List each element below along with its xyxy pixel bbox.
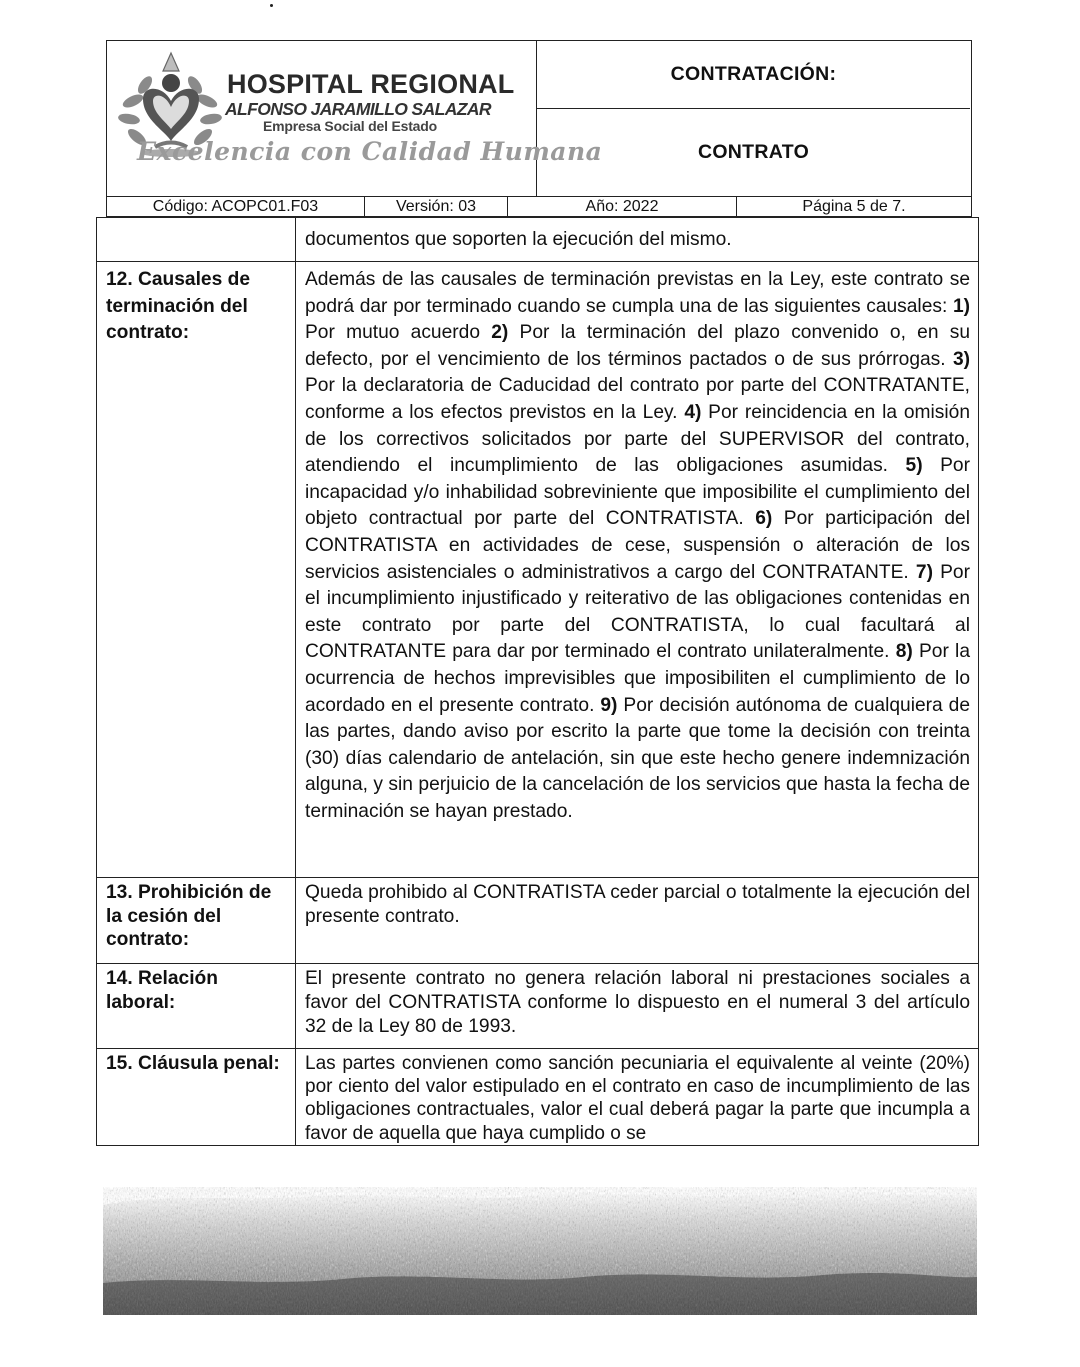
clause-text: El presente contrato no genera relación laboral ni prestaciones sociales a favor del CONTRATISTA conforme lo dispuesto en el numeral 3 del artículo 32 de la Ley 80 de 1993.: [296, 964, 979, 1049]
document-meta-row: [106, 197, 972, 217]
clause-label: 12. Causales de terminación del contrato:: [97, 262, 296, 878]
document-code: Código: ACOPC01.F03: [107, 197, 365, 216]
clause-text: Las partes convienen como sanción pecuniaria el equivalente al veinte (20%) por ciento del valor estipulado en el contrato en caso de incumplimiento de las obligaciones contractuales, valor el cual deberá pagar la parte que incumpla a favor de aquella que haya cumplido o se: [296, 1049, 979, 1146]
scan-speck: [270, 4, 273, 7]
document-title: CONTRATO: [697, 141, 810, 163]
clause-item-number: 4): [684, 401, 702, 423]
document-header: [106, 40, 972, 216]
clause-row-15: [97, 1049, 979, 1146]
clause-text-segment: Por la ocurrencia de hechos imprevisibles que imposibiliten el cumplimiento de lo acordado en el presente contrato.: [305, 641, 970, 716]
hospital-entity-type: Empresa Social del Estado: [263, 118, 437, 134]
clause-text-segment: Por la terminación del plazo convenido o, en su defecto, por el vencimiento de los términos pactados o de sus prórrogas.: [305, 322, 970, 370]
clause-label: 13. Prohibición de la cesión del contrato:: [97, 878, 296, 964]
header-top-box: [106, 40, 972, 197]
clauses-table: [96, 217, 979, 1146]
clause-text-segment: Por la declaratoria de Caducidad del contrato por parte del CONTRATANTE, conforme a los efectos previstos en la Ley.: [305, 375, 970, 423]
footer-landscape-image: [103, 1187, 977, 1315]
hospital-subname: ALFONSO JARAMILLO SALAZAR: [225, 99, 491, 119]
clause-text-segment: Por reincidencia en la omisión de los correctivos solicitados por parte del SUPERVISOR del contrato, atendiendo el incumplimiento de las obligaciones asumidas.: [305, 401, 970, 477]
clause-row-13: [97, 878, 979, 964]
clause-label: 15. Cláusula penal:: [97, 1049, 296, 1146]
clause-row-continuation: [97, 218, 979, 262]
document-page-number: Página 5 de 7.: [802, 197, 906, 215]
clause-text: Queda prohibido al CONTRATISTA ceder parcial o totalmente la ejecución del presente contrato.: [296, 878, 979, 964]
clause-label: [97, 218, 296, 262]
clause-text-segment: Además de las causales de terminación previstas en la Ley, este contrato se podrá dar por terminado cuando se cumpla una de las siguientes causales:: [305, 269, 970, 317]
clause-item-number: 5): [905, 455, 923, 477]
clause-text-segment: Por el incumplimiento injustificado y reiterativo de las obligaciones contenidas en este contrato por parte del CONTRATISTA, lo cual facultará al CONTRATANTE para dar por terminado el contrato unilateralmente.: [305, 561, 970, 663]
clause-label: 14. Relación laboral:: [97, 964, 296, 1049]
clause-item-number: 8): [895, 641, 913, 663]
section-title: CONTRATACIÓN:: [537, 41, 970, 109]
clause-text-segment: Por incapacidad y/o inhabilidad sobreviniente que imposibilite el cumplimiento del objeto contractual por parte del CONTRATISTA.: [305, 455, 970, 530]
clause-text: documentos que soporten la ejecución del mismo.: [296, 218, 979, 262]
hospital-slogan: Excelencia con Calidad Humana: [137, 137, 603, 166]
hospital-name: HOSPITAL REGIONAL: [227, 69, 515, 99]
clause-item-number: 9): [600, 694, 618, 716]
clause-text: [296, 262, 979, 878]
clause-item-number: 6): [755, 508, 773, 530]
logo-cell: [107, 41, 603, 196]
clause-item-number: 1): [952, 295, 970, 317]
clause-text-segment: Por participación del CONTRATISTA en actividades de cese, suspensión o alteración de los servicios asistenciales o administrativos a cargo del CONTRATANTE.: [305, 508, 970, 583]
clause-item-number: 3): [952, 348, 970, 370]
document-version: Versión: 03: [365, 197, 508, 216]
document-year: Año: 2022: [508, 197, 737, 216]
clause-text-segment: Por decisión autónoma de cualquiera de las partes, dando aviso por escrito la parte que tome la decisión con treinta (30) días calendario de antelación, sin que este hecho genere indemnización alguna, y sin perjuicio de la cancelación de los servicios que hasta la fecha de terminación se hayan prestado.: [305, 694, 970, 822]
clause-row-14: [97, 964, 979, 1049]
clause-text-segment: Por mutuo acuerdo: [305, 322, 492, 344]
clause-item-number: 7): [915, 561, 933, 583]
title-cell: [537, 41, 970, 196]
clause-row-12: [97, 262, 979, 878]
clause-item-number: 2): [491, 322, 509, 344]
